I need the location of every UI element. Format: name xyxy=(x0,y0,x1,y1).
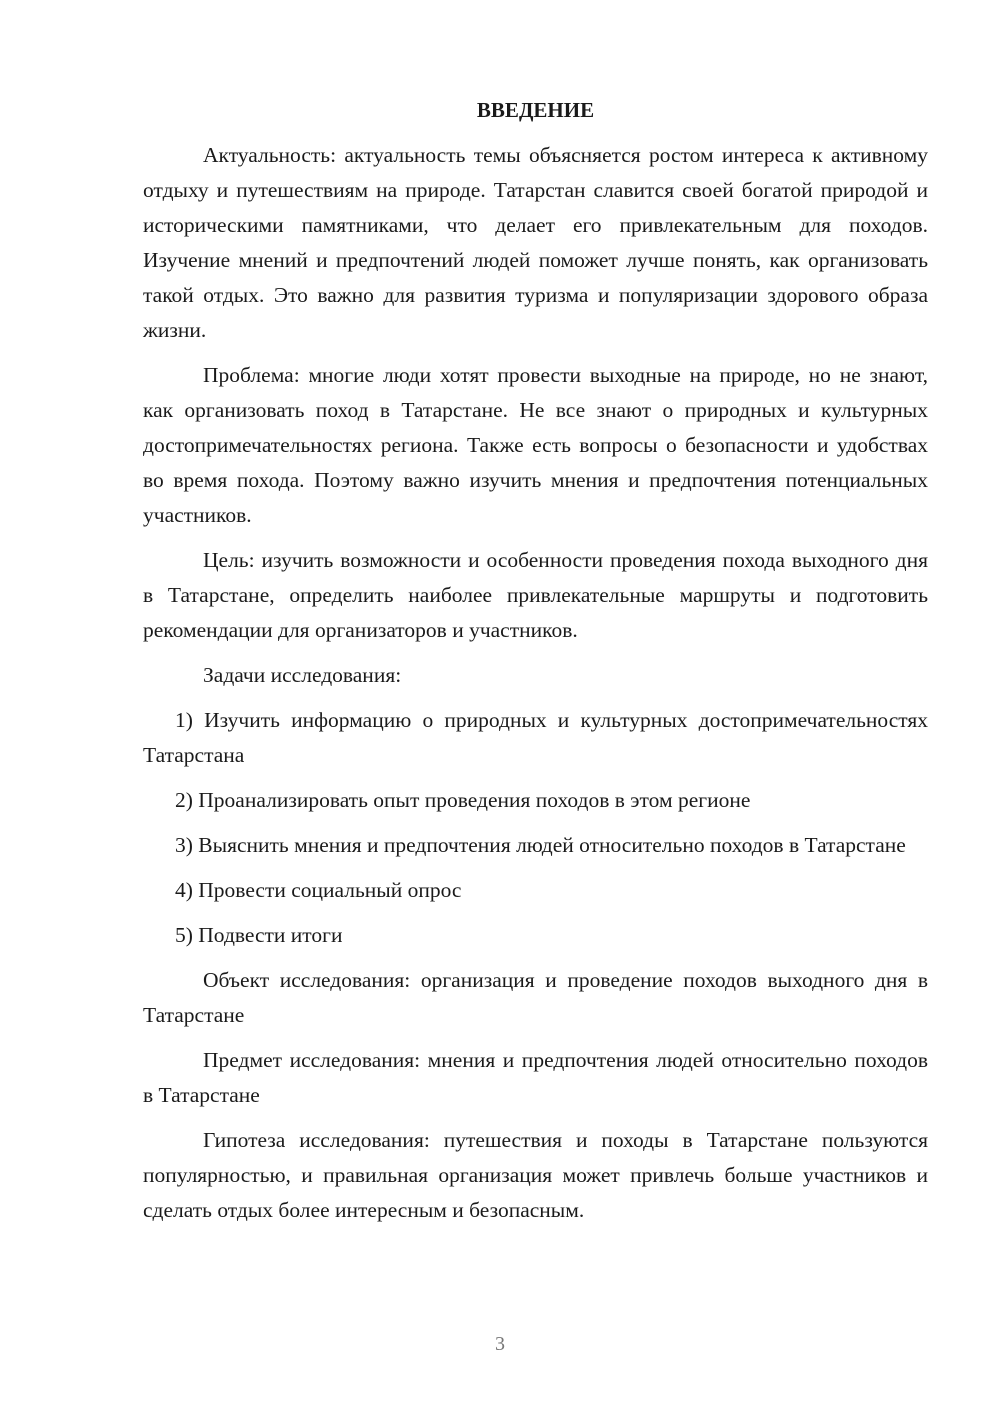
subject-paragraph: Предмет исследования: мнения и предпочтения людей относительно походов в Татарстане xyxy=(143,1048,928,1107)
goal-paragraph: Цель: изучить возможности и особенности проведения похода выходного дня в Татарстане, определить наиболее привлекательные маршруты и подготовить рекомендации для организаторов и участников. xyxy=(143,548,928,642)
section-title: ВВЕДЕНИЕ xyxy=(476,98,595,122)
page-number: 3 xyxy=(495,1333,505,1355)
problem-paragraph: Проблема: многие люди хотят провести выходные на природе, но не знают, как организовать поход в Татарстане. Не все знают о природных и культурных достопримечательностях региона. Также есть вопросы о безопасности и удобствах во время похода. Поэтому важно изучить мнения и предпочтения потенциальных участников. xyxy=(143,363,928,527)
document-page xyxy=(143,92,928,1238)
task-item: 1) Изучить информацию о природных и культурных достопримечательностях Татарстана xyxy=(143,708,928,767)
task-item: 5) Подвести итоги xyxy=(175,923,343,947)
task-item: 2) Проанализировать опыт проведения походов в этом регионе xyxy=(175,788,751,812)
task-item: 3) Выяснить мнения и предпочтения людей относительно походов в Татарстане xyxy=(175,833,906,857)
hypothesis-paragraph: Гипотеза исследования: путешествия и походы в Татарстане пользуются популярностью, и правильная организация может привлечь больше участников и сделать отдых более интересным и безопасным. xyxy=(143,1128,928,1222)
object-paragraph: Объект исследования: организация и проведение походов выходного дня в Татарстане xyxy=(143,968,928,1027)
tasks-heading: Задачи исследования: xyxy=(203,663,402,687)
task-item: 4) Провести социальный опрос xyxy=(175,878,462,902)
relevance-paragraph: Актуальность: актуальность темы объясняется ростом интереса к активному отдыху и путешествиям на природе. Татарстан славится своей богатой природой и историческими памятниками, что делает его привлекательным для походов. Изучение мнений и предпочтений людей поможет лучше понять, как организовать такой отдых. Это важно для развития туризма и популяризации здорового образа жизни. xyxy=(143,143,928,342)
